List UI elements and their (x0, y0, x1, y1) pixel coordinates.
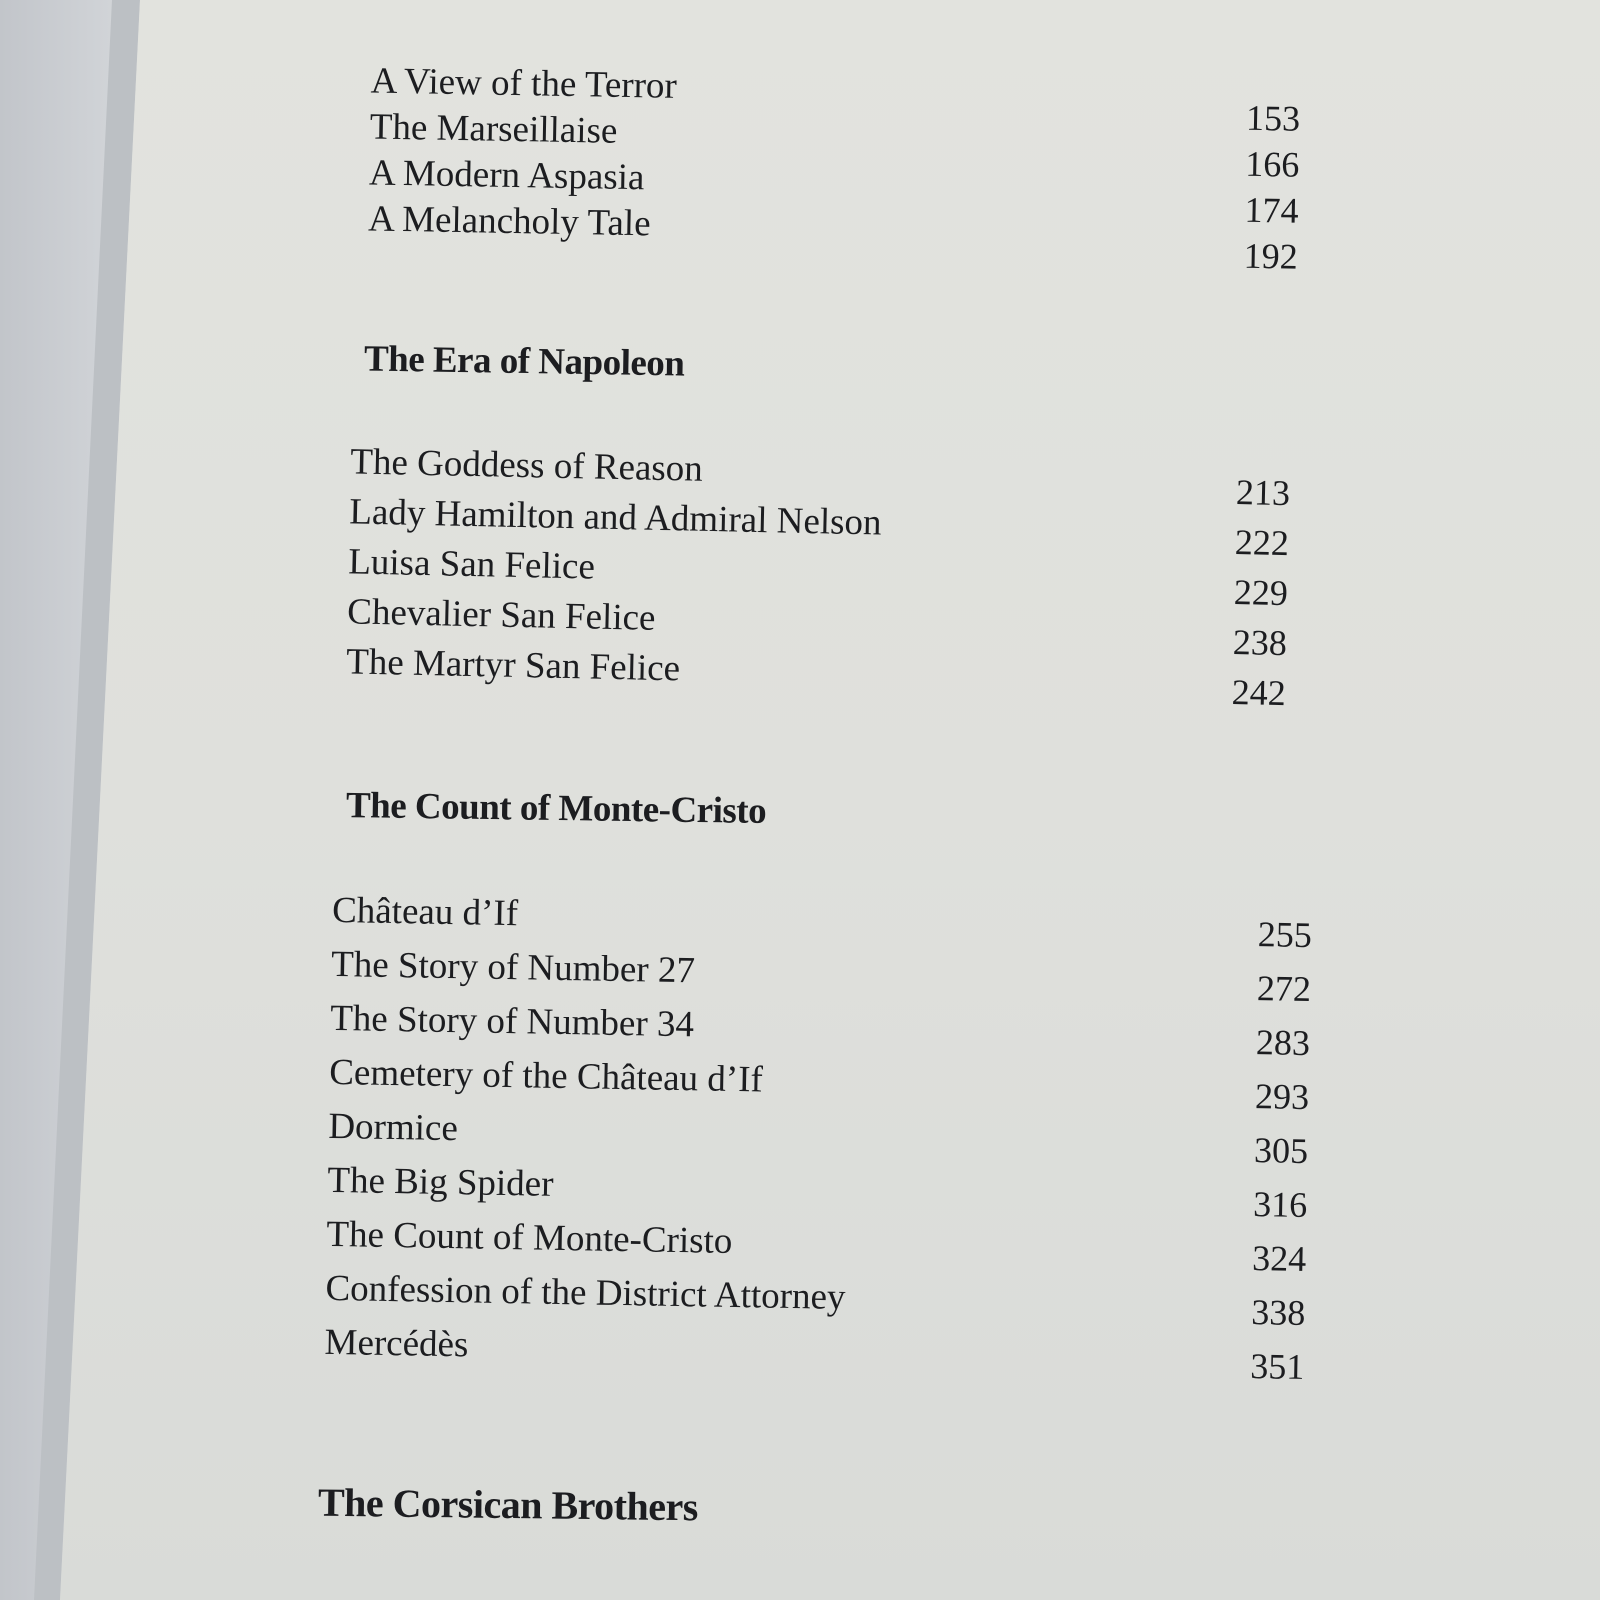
entry-title: The Marseillaise (369, 106, 618, 152)
entry-title: A Melancholy Tale (367, 198, 651, 245)
entry-title: Chevalier San Felice (346, 591, 656, 639)
entry-page-number: 238 (1232, 621, 1288, 664)
entry-title: A View of the Terror (370, 60, 678, 107)
entry-title: Dormice (328, 1105, 459, 1150)
entry-page-number: 222 (1234, 521, 1290, 564)
entry-page-number: 174 (1244, 189, 1299, 231)
entry-page-number: 338 (1250, 1292, 1306, 1333)
entry-page-number: 293 (1254, 1076, 1310, 1118)
toc-entry-list (346, 443, 1291, 713)
toc-entry-list (367, 60, 1301, 277)
entry-page-number: 242 (1231, 671, 1287, 714)
entry-title: Mercédès (324, 1321, 469, 1366)
entry-title: Luisa San Felice (347, 541, 596, 588)
entry-title: The Martyr San Felice (345, 641, 681, 690)
entry-title: A Modern Aspasia (368, 152, 645, 199)
toc-entry-list (324, 889, 1313, 1395)
entry-page-number: 351 (1250, 1346, 1305, 1387)
entry-title: The Story of Number 34 (329, 997, 695, 1046)
entry-title: The Goddess of Reason (349, 441, 704, 490)
entry-page-number: 324 (1251, 1238, 1307, 1279)
entry-title: Lady Hamilton and Admiral Nelson (348, 491, 882, 544)
entry-title: The Big Spider (327, 1159, 554, 1205)
entry-title: Château d’If (331, 889, 519, 935)
section-heading: The Count of Monte-Cristo (345, 785, 767, 832)
entry-page-number: 316 (1252, 1184, 1308, 1225)
entry-title: The Story of Number 27 (330, 943, 696, 992)
entry-page-number: 166 (1244, 143, 1300, 185)
entry-title: Cemetery of the Château d’If (328, 1051, 764, 1101)
entry-page-number: 153 (1245, 97, 1301, 139)
entry-page-number: 255 (1257, 914, 1313, 956)
section-heading: The Era of Napoleon (363, 338, 685, 385)
entry-page-number: 283 (1255, 1022, 1311, 1064)
entry-title: The Count of Monte-Cristo (326, 1213, 733, 1262)
entry-page-number: 272 (1256, 968, 1312, 1010)
entry-page-number: 305 (1253, 1130, 1309, 1172)
entry-page-number: 229 (1233, 571, 1289, 614)
section-heading: The Corsican Brothers (317, 1479, 699, 1530)
entry-page-number: 192 (1243, 235, 1299, 277)
entry-page-number: 213 (1235, 471, 1291, 514)
entry-title: Confession of the District Attorney (325, 1267, 846, 1318)
